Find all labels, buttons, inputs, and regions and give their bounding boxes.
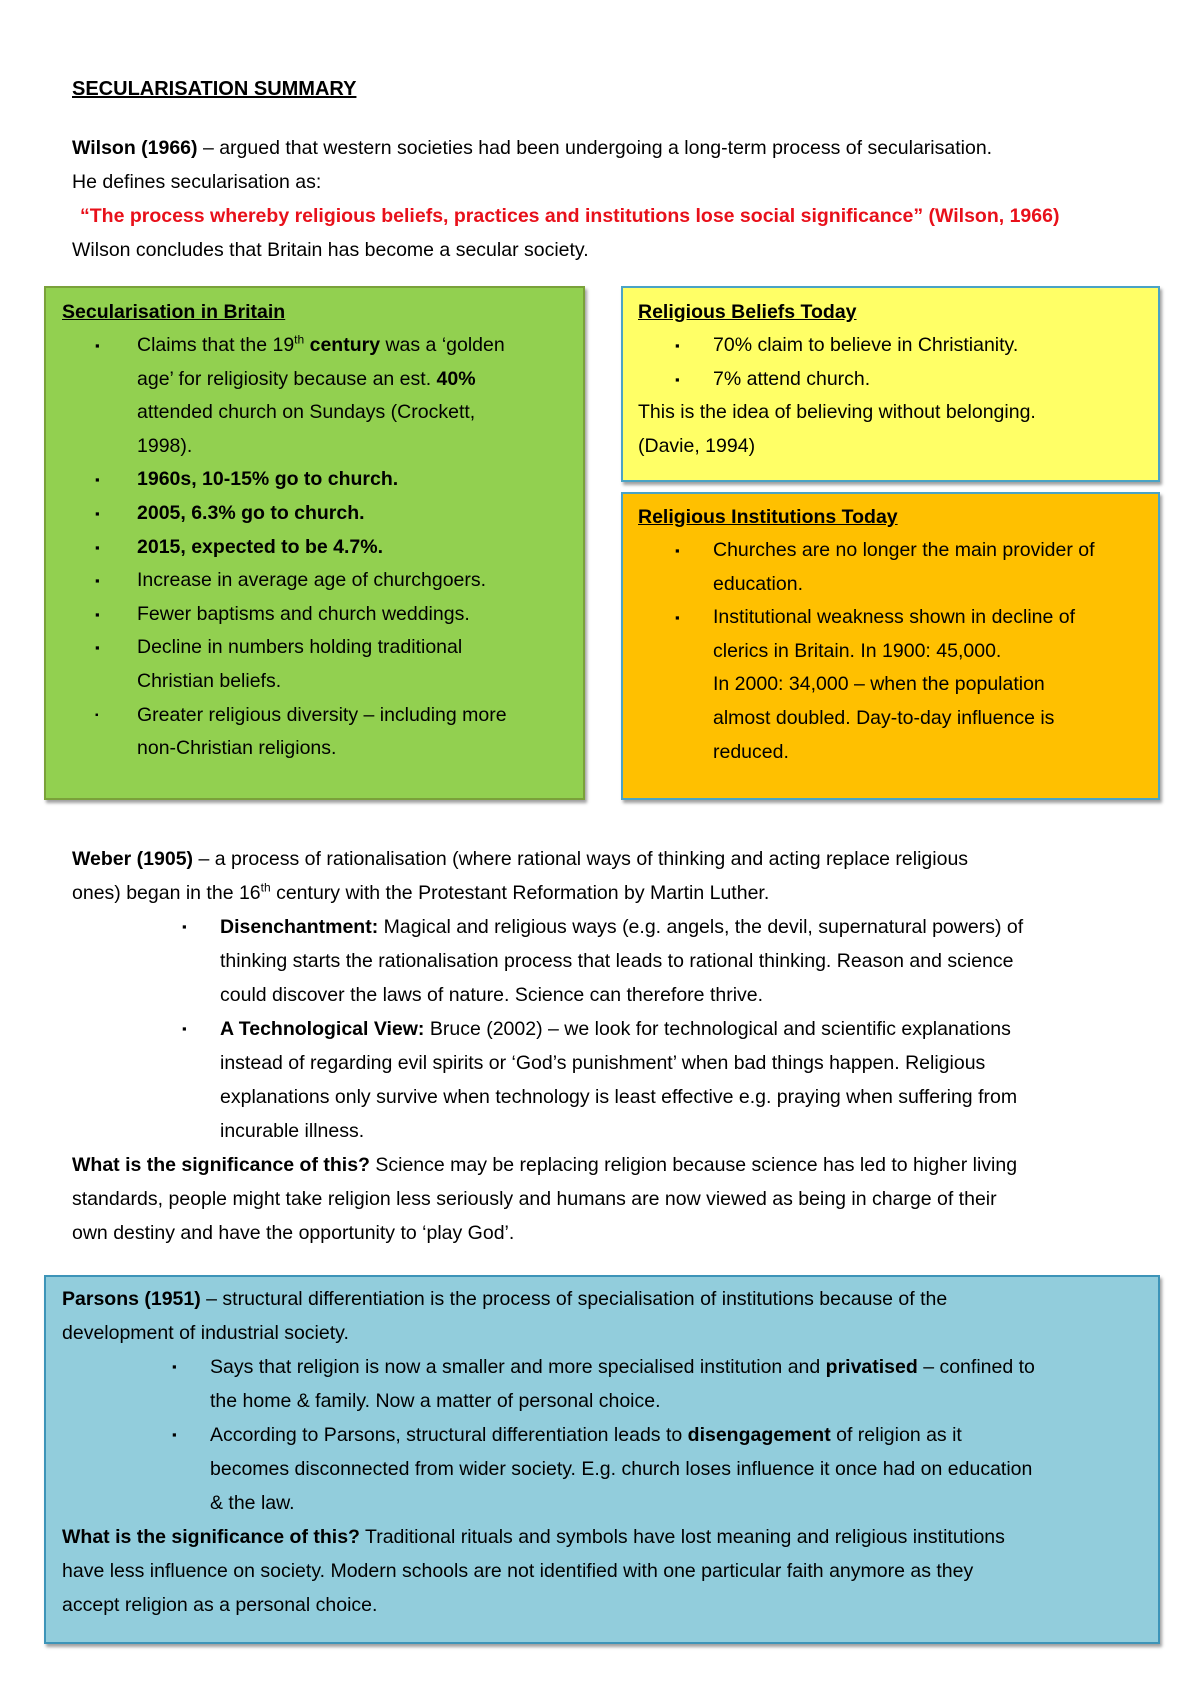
britain-list	[95, 329, 507, 766]
bullet-icon: ▪	[95, 606, 100, 622]
wilson-author: Wilson (1966)	[72, 137, 198, 159]
wilson-line-1: Wilson (1966) – argued that western societies had been undergoing a long-term process of secularisation.	[72, 137, 993, 159]
list-item: ▪ A Technological View: Bruce (2002) – we look for technological and scientific explanations instead of regarding evil spirits or ‘God’s punishment’ when bad things happen. Religious explanations only survive when technology is least effective e.g. praying when suffering from incurable illness.	[182, 1012, 1023, 1148]
list-item: ▪ Disenchantment: Magical and religious ways (e.g. angels, the devil, supernatural powers) of thinking starts the rationalisation process that leads to rational thinking. Reason and science could discover the laws of nature. Science can therefore thrive.	[182, 910, 1023, 1012]
list-item: ▪ Greater religious diversity – including more non-Christian religions.	[95, 699, 507, 766]
beliefs-citation: (Davie, 1994)	[638, 434, 756, 457]
weber-author: Weber (1905)	[72, 848, 194, 870]
beliefs-list	[675, 329, 1036, 396]
wilson-section	[72, 131, 1059, 267]
list-item: ▪ Says that religion is now a smaller and more specialised institution and privatised – confined to the home & family. Now a matter of personal choice.	[172, 1350, 1035, 1418]
list-item: ▪ Decline in numbers holding traditional Christian beliefs.	[95, 631, 507, 698]
list-item: ▪ According to Parsons, structural differentiation leads to disengagement of religion as it becomes disconnected from wider society. E.g. church loses influence it once had on education & the law.	[172, 1418, 1035, 1520]
beliefs-heading: Religious Beliefs Today	[638, 301, 857, 323]
list-item: ▪ 1960s, 10-15% go to church.	[95, 463, 507, 497]
weber-section: Weber (1905) – a process of rationalisation (where rational ways of thinking and acting replace religious ones) began in the 16th century with the Protestant Reformation by Martin Luther. ▪ Disenchantment: Magical and religious ways (e.g. angels, the devil, supernatural powers) of thinking starts the rationalisation process that leads to rational thinking. Reason and science could discover the laws of nature. Science can therefore thrive. ▪ A Technological View: Bruce (2002) – we look for technological and scientific explanations instead of regarding evil spirits or ‘God’s punishment’ when bad things happen. Religious explanations only survive when technology is least effective e.g. praying when suffering from incurable illness. What is the significance of this? Science may be replacing religion because science has led to higher living standards, people might take religion less seriously and humans are now viewed as being in charge of their own destiny and have the opportunity to ‘play God’.	[72, 842, 1023, 1250]
religious-institutions-today-box	[621, 492, 1160, 800]
bullet-icon: ▪	[675, 371, 680, 387]
list-item: ▪ 2015, expected to be 4.7%.	[95, 531, 507, 565]
wilson-line-2: He defines secularisation as:	[72, 171, 322, 193]
list-item: ▪ Churches are no longer the main provider of education.	[675, 534, 1095, 601]
weber-list	[182, 910, 1023, 1148]
weber-significance: What is the significance of this? Science may be replacing religion because science has led to higher living	[72, 1154, 1018, 1176]
bullet-icon: ▪	[182, 1021, 187, 1036]
parsons-box: Parsons (1951) – structural differentiation is the process of specialisation of institutions because of the development of industrial society. ▪ Says that religion is now a smaller and more specialised institution and privatised – confined to the home & family. Now a matter of personal choice. ▪ According to Parsons, structural differentiation leads to disengagement of religion as it becomes disconnected from wider society. E.g. church loses influence it once had on education & the law. What is the significance of this? Traditional rituals and symbols have lost meaning and religious institutions have less influence on society. Modern schools are not identified with one particular faith anymore as they accept religion as a personal choice.	[44, 1275, 1160, 1644]
bullet-icon: ▪	[172, 1359, 177, 1374]
parsons-line-2: development of industrial society.	[62, 1322, 349, 1344]
bullet-icon: ▪	[675, 610, 680, 626]
list-item: ▪ Fewer baptisms and church weddings.	[95, 598, 507, 632]
bullet-icon: ▪	[95, 539, 100, 555]
bullet-icon: ▪	[95, 505, 100, 521]
secularisation-in-britain-box	[44, 286, 585, 800]
wilson-quote: “The process whereby religious beliefs, practices and institutions lose social significance” (Wilson, 1966)	[80, 205, 1060, 227]
list-item: ▪ 70% claim to believe in Christianity.	[675, 329, 1036, 363]
institutions-heading: Religious Institutions Today	[638, 506, 898, 528]
parsons-line-1: Parsons (1951) – structural differentiation is the process of specialisation of institutions because of the	[62, 1288, 948, 1310]
bullet-icon: ▪	[172, 1427, 177, 1442]
list-item: ▪ 7% attend church.	[675, 363, 1036, 397]
page-title: SECULARISATION SUMMARY	[72, 78, 357, 100]
list-item: ▪ Claims that the 19th century was a ‘golden age’ for religiosity because an est. 40% attended church on Sundays (Crockett, 1998).	[95, 329, 507, 463]
institutions-list	[675, 534, 1095, 769]
bullet-icon: ▪	[95, 472, 100, 488]
bullet-icon: ▪	[95, 338, 100, 353]
list-item: ▪ Increase in average age of churchgoers.	[95, 564, 507, 598]
weber-line-1: Weber (1905) – a process of rationalisation (where rational ways of thinking and acting replace religious	[72, 848, 969, 870]
parsons-author: Parsons (1951)	[62, 1288, 201, 1310]
list-item: ▪ Institutional weakness shown in decline of clerics in Britain. In 1900: 45,000. In 2000: 34,000 – when the population almost doubled. Day-to-day influence is reduced.	[675, 601, 1095, 769]
bullet-icon: ▪	[95, 709, 99, 721]
wilson-line-3: Wilson concludes that Britain has become a secular society.	[72, 239, 589, 261]
parsons-list	[172, 1350, 1035, 1520]
religious-beliefs-today-box	[621, 286, 1160, 482]
beliefs-note: This is the idea of believing without belonging.	[638, 401, 1036, 424]
bullet-icon: ▪	[95, 573, 100, 589]
bullet-icon: ▪	[675, 543, 680, 558]
weber-line-2: ones) began in the 16th century with the Protestant Reformation by Martin Luther.	[72, 880, 770, 904]
bullet-icon: ▪	[675, 338, 680, 353]
britain-heading: Secularisation in Britain	[62, 301, 286, 323]
parsons-significance: What is the significance of this? Traditional rituals and symbols have lost meaning and religious institutions	[62, 1526, 1005, 1548]
bullet-icon: ▪	[182, 919, 187, 934]
bullet-icon: ▪	[95, 640, 100, 656]
list-item: ▪ 2005, 6.3% go to church.	[95, 497, 507, 531]
